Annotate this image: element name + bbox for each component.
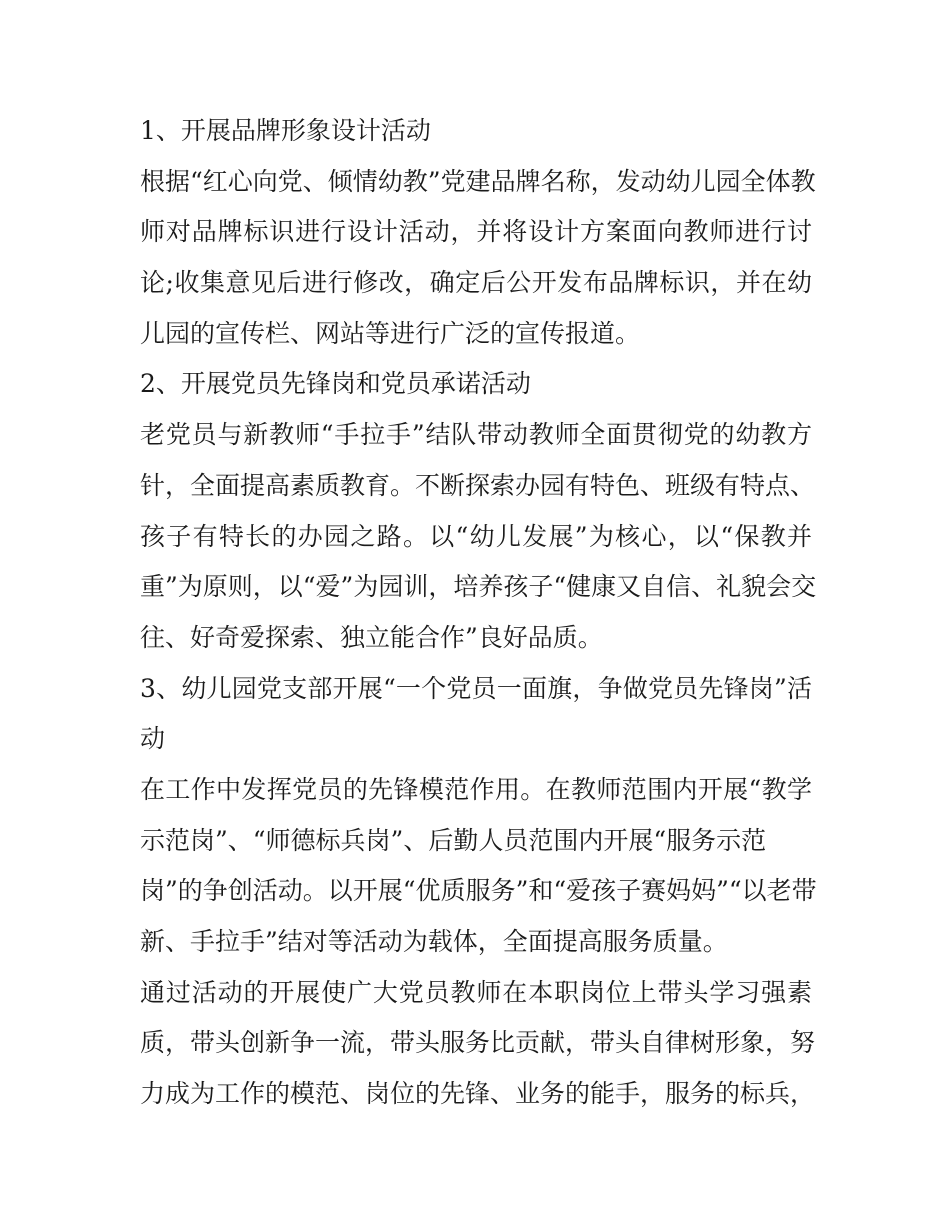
section-heading-3: 3、幼儿园党支部开展“一个党员一面旗，争做党员先锋岗”活 [140, 673, 812, 703]
paragraph-line: 新、手拉手”结对等活动为载体，全面提高服务质量。 [140, 927, 728, 956]
section-heading-2: 2、开展党员先锋岗和党员承诺活动 [140, 369, 531, 399]
paragraph-line: 岗”的争创活动。以开展“优质服务”和“爱孩子赛妈妈”“以老带 [140, 876, 817, 906]
paragraph-line: 师对品牌标识进行设计活动，并将设计方案面向教师进行讨 [140, 217, 812, 247]
paragraph-line: 示范岗”、“师德标兵岗”、后勤人员范围内开展“服务示范 [140, 825, 767, 855]
paragraph-line: 孩子有特长的办园之路。以“幼儿发展”为核心，以“保教并 [140, 521, 812, 551]
paragraph-line: 重”为原则，以“爱”为园训，培养孩子“健康又自信、礼貌会交 [140, 572, 817, 602]
paragraph-line: 根据“红心向党、倾情幼教”党建品牌名称，发动幼儿园全体教 [140, 166, 816, 196]
paragraph-line: 在工作中发挥党员的先锋模范作用。在教师范围内开展“教学 [140, 774, 812, 804]
document-body [140, 106, 817, 1120]
paragraph-line: 儿园的宣传栏、网站等进行广泛的宣传报道。 [140, 318, 641, 348]
section-heading-1: 1、开展品牌形象设计活动 [140, 116, 431, 145]
section-heading-3-continued: 动 [140, 724, 166, 754]
paragraph-line: 力成为工作的模范、岗位的先锋、业务的能手，服务的标兵， [140, 1079, 816, 1109]
paragraph-line: 针，全面提高素质教育。不断探索办园有特色、班级有特点、 [140, 470, 816, 500]
paragraph-line: 老党员与新教师“手拉手”结队带动教师全面贯彻党的幼教方 [140, 420, 812, 450]
paragraph-line: 往、好奇爱探索、独立能合作”良好品质。 [140, 622, 603, 652]
paragraph-line: 通过活动的开展使广大党员教师在本职岗位上带头学习强素 [140, 977, 812, 1007]
paragraph-line: 论;收集意见后进行修改，确定后公开发布品牌标识，并在幼 [140, 268, 812, 298]
paragraph-line: 质，带头创新争一流，带头服务比贡献，带头自律树形象，努 [140, 1028, 816, 1058]
